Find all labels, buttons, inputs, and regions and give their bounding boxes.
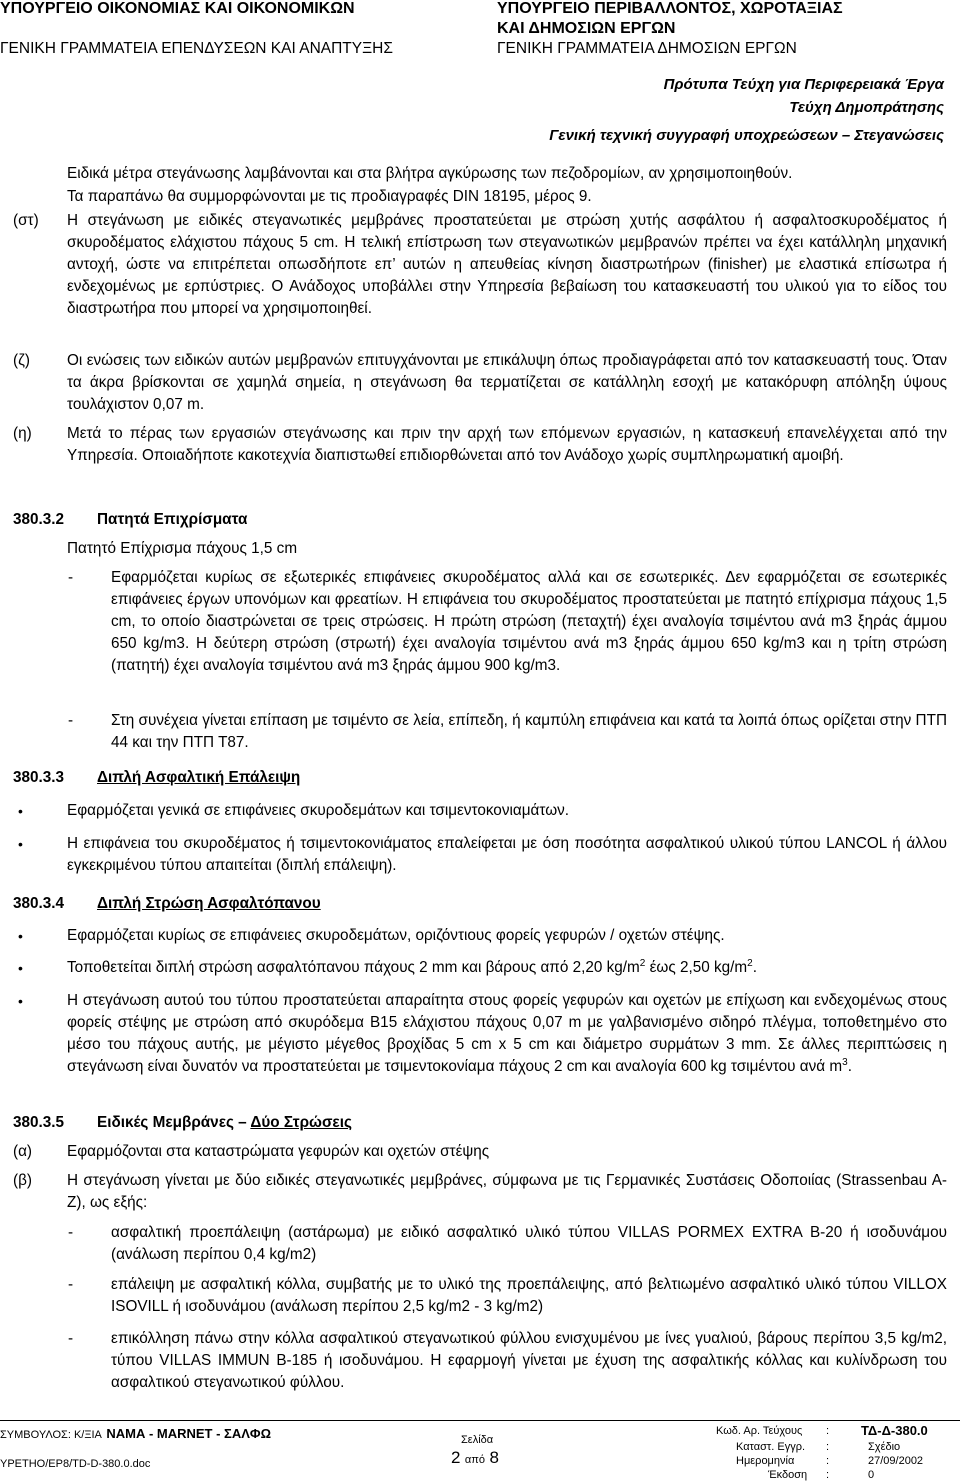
- sec2-dash-paragraph-2: Στη συνέχεια γίνεται επίπαση με τσιμέντο σε λεία, επίπεδη, ή καμπύλη επιφάνεια και κατά τα λοιπά όπως ορίζεται στην ΠΤΠ 44 και την ΠΤΠ Τ87.: [111, 712, 947, 751]
- item-label-z: (ζ): [13, 352, 30, 369]
- footer-edition-label: Έκδοση: [768, 1469, 808, 1481]
- footer-page-label: Σελίδα: [461, 1434, 494, 1446]
- item-text-z: Οι ενώσεις των ειδικών αυτών μεμβρανών επιτυγχάνονται με επικάλυψη όπως προδιαγράφεται από τον κατασκευαστή τους. Όταν τα άκρα βρίσκονται σε χαμηλά σημεία, η στεγάνωση θα τερματίζεται σε κατάλληλη εσοχή με κατακόρυφη απόληξη ύψους τουλάχιστον 0,07 m.: [67, 352, 947, 413]
- section-title-380-3-4: Διπλή Στρώση Ασφαλτόπανου: [97, 895, 321, 912]
- footer-advisor: ΣΥΜΒΟΥΛΟΣ: Κ/ΞΙΑ ΝΑΜΑ - MARNET - ΣΑΛΦΩ: [0, 1426, 272, 1441]
- item-text-a: Εφαρμόζονται στα καταστρώματα γεφυρών και οχετών στέψης: [67, 1143, 490, 1160]
- sec4-bullet-1: Εφαρμόζεται κυρίως σε επιφάνειες σκυροδεμάτων, οριζόντιους φορείς γεφυρών / οχετών στέψης.: [67, 927, 725, 944]
- header-right-secretariat: ΓΕΝΙΚΗ ΓΡΑΜΜΑΤΕΙΑ ΔΗΜΟΣΙΩΝ ΕΡΓΩΝ: [497, 40, 797, 57]
- section-number-380-3-4: 380.3.4: [13, 895, 65, 912]
- item-label-b: (β): [13, 1172, 32, 1189]
- footer-colon: :: [826, 1455, 830, 1467]
- header-right-ministry-line1: ΥΠΟΥΡΓΕΙΟ ΠΕΡΙΒΑΛΛΟΝΤΟΣ, ΧΩΡΟΤΑΞΙΑΣ: [497, 0, 843, 17]
- dash-marker: -: [68, 1330, 74, 1347]
- dash-marker: -: [68, 712, 74, 729]
- footer-code-value: ΤΔ-Δ-380.0: [861, 1423, 928, 1438]
- item-label-st: (στ): [13, 212, 39, 229]
- bullet-marker: •: [18, 928, 23, 944]
- sec4-bullet-3: Η στεγάνωση αυτού του τύπου προστατεύεται απαραίτητα στους φορείς γεφυρών και οχετών με επίχωση και ενδεχομένως στους φορείς στέψης με στρώση από σκυρόδεμα Β15 ελάχιστου πάχους 0,07 m με γαλβανισμένο σιδηρό πλέγμα, τοποθετημένο στο μέσο του πάχους αυτής, με μέγιστο μέγεθος βροχίδας 5 cm x 5 cm και διάμετρο συρμάτων 3 mm. Σε άλλες περιπτώσεις η στεγάνωση είναι δυνατόν να προστατεύεται με τσιμεντοκονίαμα πάχους 2 cm και αναλογία 600 kg τσιμέντου ανά $m^3$.: [67, 992, 947, 1075]
- section-number-380-3-3: 380.3.3: [13, 769, 65, 786]
- section-title-380-3-3: Διπλή Ασφαλτική Επάλειψη: [97, 769, 301, 786]
- footer-status-label: Καταστ. Εγγρ.: [736, 1441, 806, 1453]
- section-title-380-3-5: Ειδικές Μεμβράνες – Δύο Στρώσεις: [97, 1114, 352, 1131]
- sec5-dash-1: ασφαλτική προεπάλειψη (αστάρωμα) με ειδικό ασφαλτικό υλικό τύπου VILLAS PORMEX EXTRA B-20 ή ισοδυνάμου (ανάλωση περίπου 0,4 kg/m2): [111, 1224, 947, 1263]
- doc-volume-title: Τεύχη Δημοπράτησης: [789, 99, 944, 116]
- footer-code-label: Κωδ. Αρ. Τεύχους: [716, 1425, 803, 1437]
- footer-colon: :: [826, 1469, 830, 1481]
- sec3-bullet-2: Η επιφάνεια του σκυροδέματος ή τσιμεντοκονιάματος επαλείφεται με όση ποσότητα ασφαλτικού υλικού τύπου LANCOL ή άλλου εγκεκριμένου τύπου απαιτείται (διπλή επάλειψη).: [67, 835, 947, 874]
- footer-file-name: ΥΡΕΤΗΟ/ΕΡ8/ΤD-D-380.0.doc: [0, 1458, 151, 1470]
- doc-section-title: Γενική τεχνική συγγραφή υποχρεώσεων – Στεγανώσεις: [549, 127, 944, 144]
- item-label-i: (η): [13, 425, 32, 442]
- sec5-dash-2: επάλειψη με ασφαλτική κόλλα, συμβατής με το υλικό της προεπάλειψης, από βελτιωμένο ασφαλτικό υλικό τύπου VILLOX ISOVILL ή ισοδυνάμου (ανάλωση περίπου 2,5 kg/m2 - 3 kg/m2): [111, 1276, 947, 1315]
- intro-line-1: Ειδικά μέτρα στεγάνωσης λαμβάνονται και στα βλήτρα αγκύρωσης των πεζοδρομίων, αν χρησιμοποιηθούν.: [67, 165, 793, 182]
- intro-line-2: Τα παραπάνω θα συμμορφώνονται με τις προδιαγραφές DIN 18195, μέρος 9.: [67, 188, 592, 205]
- section-number-380-3-5: 380.3.5: [13, 1114, 65, 1131]
- section-title-380-3-2: Πατητά Επιχρίσματα: [97, 511, 248, 528]
- section-subtitle-380-3-2: Πατητό Επίχρισμα πάχους 1,5 cm: [67, 540, 298, 557]
- dash-marker: -: [68, 1276, 74, 1293]
- sec3-bullet-1: Εφαρμόζεται γενικά σε επιφάνειες σκυροδεμάτων και τσιμεντοκονιαμάτων.: [67, 802, 570, 819]
- sec5-dash-3: επικόλληση πάνω στην κόλλα ασφαλτικού στεγανωτικού φύλλου ενισχυμένου με ίνες γυαλιού, βάρους περίπου 3,5 kg/m2, τύπου VILLAS IMMUN B-185 ή ισοδυνάμου. Η εφαρμογή γίνεται με έχυση της ασφαλτικής κόλλας και κυλίνδρωση του ασφαλτικού στεγανωτικού φύλλου.: [111, 1330, 947, 1391]
- dash-marker: -: [68, 569, 74, 586]
- footer-colon: :: [826, 1441, 830, 1453]
- footer-colon: :: [826, 1425, 830, 1437]
- sec4-bullet-2: Τοποθετείται διπλή στρώση ασφαλτόπανου πάχους 2 mm και βάρους από 2,20 $kg/m^2$ έως 2,50 $kg/m^2$.: [67, 957, 757, 976]
- bullet-marker: •: [18, 836, 23, 852]
- footer-page-number: 2 από 8: [451, 1448, 499, 1467]
- header-left-ministry: ΥΠΟΥΡΓΕΙΟ ΟΙΚΟΝΟΜΙΑΣ ΚΑΙ ΟΙΚΟΝΟΜΙΚΩΝ: [0, 0, 355, 17]
- header-left-secretariat: ΓΕΝΙΚΗ ΓΡΑΜΜΑΤΕΙΑ ΕΠΕΝΔΥΣΕΩΝ ΚΑΙ ΑΝΑΠΤΥΞΗΣ: [0, 40, 393, 57]
- footer-edition-value: 0: [868, 1469, 875, 1481]
- doc-series-title: Πρότυπα Τεύχη για Περιφερειακά Έργα: [663, 76, 944, 93]
- sec2-dash-paragraph-1: Εφαρμόζεται κυρίως σε εξωτερικές επιφάνειες σκυροδέματος αλλά και σε εσωτερικές. Δεν εφαρμόζεται σε εσωτερικές επιφάνειες έργων υπονόμων και φρεατίων. Η επιφάνεια του σκυροδέματος προστατεύεται με πατητό επίχρισμα πάχους 1,5 cm, το οποίο διαστρώνεται σε τρεις στρώσεις. Η πρώτη στρώση (πεταχτή) έχει αναλογία τσιμέντου ανά m3 ξηράς άμμου 650 kg/m3. Η δεύτερη στρώση (στρωτή) έχει αναλογία τσιμέντου ανά m3 ξηράς άμμου 650 kg/m3 και η τρίτη στρώση (πατητή) έχει αναλογία τσιμέντου ανά m3 ξηράς άμμου 900 kg/m3.: [111, 569, 947, 674]
- footer-date-label: Ημερομηνία: [736, 1455, 795, 1467]
- item-text-i: Μετά το πέρας των εργασιών στεγάνωσης και πριν την αρχή των επόμενων εργασιών, η κατασκευή επανελέγχεται από την Υπηρεσία. Οποιαδήποτε κακοτεχνία διαπιστωθεί επιδιορθώνεται από τον Ανάδοχο χωρίς συμπληρωματική αμοιβή.: [67, 425, 947, 464]
- item-label-a: (α): [13, 1143, 33, 1160]
- item-text-st: Η στεγάνωση με ειδικές στεγανωτικές μεμβράνες προστατεύεται με στρώση χυτής ασφάλτου ή ασφαλτοσκυροδέματος ή σκυροδέματος ελάχιστου πάχους 5 cm. Η τελική επίστρωση των στεγανωτικών μεμβρανών πρέπει να έχει κατάλληλη μηχανική αντοχή, ώστε να επιτρέπεται οπωσδήποτε επ’ αυτών η απευθείας κίνηση διαστρωτήρων (finisher) με ελαστικά επίσωτρα ή ενδεχομένως με ερπύστριες. Ο Ανάδοχος υποβάλλει στην Υπηρεσία βεβαίωση του κατασκευαστή του υλικού για το είδος του διαστρωτήρα που μπορεί να χρησιμοποιηθεί.: [67, 212, 947, 317]
- section-number-380-3-2: 380.3.2: [13, 511, 65, 528]
- dash-marker: -: [68, 1224, 74, 1241]
- item-text-b: Η στεγάνωση γίνεται με δύο ειδικές στεγανωτικές μεμβράνες, σύμφωνα με τις Γερμανικές Συστάσεις Οδοποιίας (Strassenbau A-Z), ως εξής:: [67, 1172, 947, 1211]
- bullet-marker: •: [18, 993, 23, 1009]
- header-right-ministry-line2: ΚΑΙ ΔΗΜΟΣΙΩΝ ΕΡΓΩΝ: [497, 20, 676, 37]
- footer-status-value: Σχέδιο: [868, 1441, 901, 1453]
- bullet-marker: •: [18, 803, 23, 819]
- footer-divider: [0, 1420, 960, 1421]
- bullet-marker: •: [18, 960, 23, 976]
- footer-date-value: 27/09/2002: [868, 1455, 924, 1467]
